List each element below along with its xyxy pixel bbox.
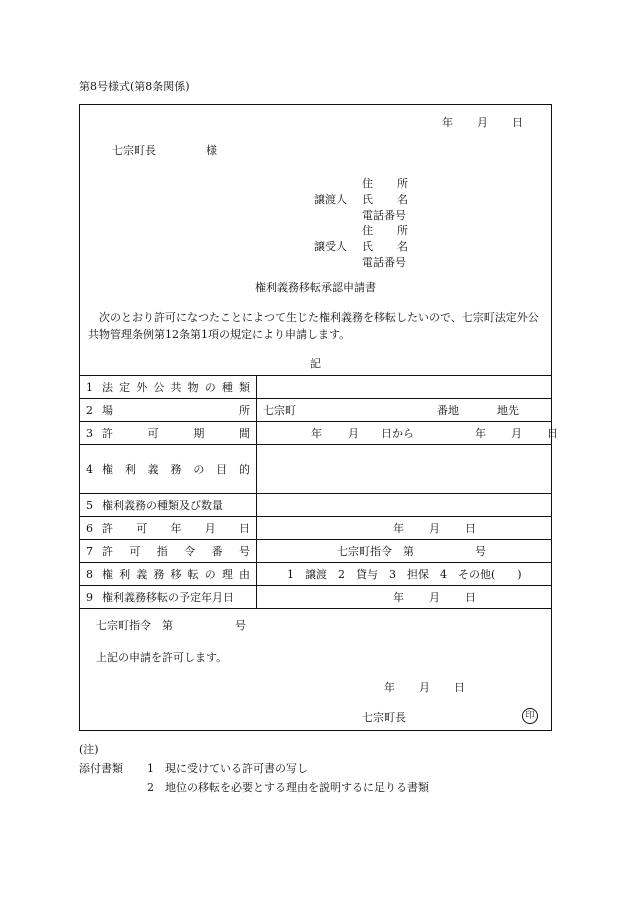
assignee-phone-label: 電話番号 bbox=[362, 256, 406, 269]
assignee-name-label: 氏 名 bbox=[362, 240, 408, 253]
addressee-honorific: 様 bbox=[206, 144, 217, 157]
approval-date: 年 月 日 bbox=[384, 681, 465, 694]
approval-directive: 七宗町指令 第 号 bbox=[96, 619, 246, 632]
kind-quantity-field[interactable] bbox=[256, 494, 551, 516]
form-number: 第8号様式(第8条関係) bbox=[79, 80, 190, 93]
attachments-label: 添付書類 bbox=[79, 762, 123, 775]
assignee-role: 譲受人 bbox=[314, 240, 347, 253]
row-label: 権利義務移転の予定年月日 bbox=[102, 591, 234, 604]
row-label: 権 利 義 務 の 目 的 bbox=[102, 463, 250, 476]
scheduled-transfer-date-field[interactable]: 年 月 日 bbox=[256, 586, 551, 608]
body-text: 次のとおり許可になつたことによつて生じた権利義務を移転したいので、七宗町法定外公共物管理条例第12条第1項の規定により申請します。 bbox=[88, 311, 539, 341]
table-row: 7 許 可 指 令 番 号 七宗町指令 第 号 bbox=[80, 540, 551, 563]
application-title: 権利義務移転承認申請書 bbox=[255, 281, 376, 294]
assignor-address-label: 住 所 bbox=[362, 177, 408, 190]
assignee-address-label: 住 所 bbox=[362, 224, 408, 237]
attachment-item: 1 現に受けている許可書の写し bbox=[147, 762, 308, 775]
application-form bbox=[79, 104, 558, 731]
row-label: 許 可 指 令 番 号 bbox=[102, 545, 250, 558]
assignor-name-label: 氏 名 bbox=[362, 193, 408, 206]
table-row: 9 権利義務移転の予定年月日 年 月 日 bbox=[80, 586, 551, 608]
permit-date-field[interactable]: 年 月 日 bbox=[256, 517, 551, 539]
transfer-reason-field[interactable]: 1 譲渡 2 貸与 3 担保 4 その他( ) bbox=[256, 563, 551, 585]
row-label: 場 所 bbox=[102, 404, 250, 417]
row-label: 権 利 義 務 移 転 の 理 由 bbox=[102, 568, 250, 581]
row-label: 許 可 年 月 日 bbox=[102, 522, 250, 535]
application-date: 年 月 日 bbox=[442, 116, 523, 129]
assignor-role: 譲渡人 bbox=[314, 193, 347, 206]
row-label: 法 定 外 公 共 物 の 種 類 bbox=[102, 381, 250, 394]
table-row: 8 権 利 義 務 移 転 の 理 由 1 譲渡 2 貸与 3 担保 4 その他( ) bbox=[80, 563, 551, 586]
approval-text: 上記の申請を許可します。 bbox=[96, 651, 228, 664]
table-row: 1 法 定 外 公 共 物 の 種 類 bbox=[80, 376, 551, 399]
table-row: 2 場 所 七宗町 番地 地先 bbox=[80, 399, 551, 422]
assignor-phone-label: 電話番号 bbox=[362, 209, 406, 222]
addressee bbox=[112, 145, 217, 156]
purpose-field[interactable] bbox=[256, 445, 551, 493]
row-label: 許 可 期 間 bbox=[102, 427, 250, 440]
seal-icon: 印 bbox=[522, 708, 538, 724]
attachment-item: 2 地位の移転を必要とする理由を説明するに足りる書類 bbox=[147, 781, 429, 794]
approver-name: 七宗町長 bbox=[362, 711, 406, 724]
application-table bbox=[80, 375, 558, 609]
location-field[interactable]: 七宗町 番地 地先 bbox=[256, 399, 551, 421]
table-row: 3 許 可 期 間 年 月 日から 年 月 日 bbox=[80, 422, 551, 445]
type-field[interactable] bbox=[256, 376, 551, 398]
permit-directive-field[interactable]: 七宗町指令 第 号 bbox=[256, 540, 551, 562]
table-row: 6 許 可 年 月 日 年 月 日 bbox=[80, 517, 551, 540]
row-label: 権利義務の種類及び数量 bbox=[102, 499, 223, 512]
table-row: 5 権利義務の種類及び数量 bbox=[80, 494, 551, 517]
permit-period-field[interactable]: 年 月 日から 年 月 日 bbox=[256, 422, 551, 444]
addressee-name: 七宗町長 bbox=[112, 144, 156, 157]
notes-heading: (注) bbox=[79, 743, 99, 756]
table-row: 4 権 利 義 務 の 目 的 bbox=[80, 445, 551, 494]
ki-heading: 記 bbox=[310, 357, 321, 370]
